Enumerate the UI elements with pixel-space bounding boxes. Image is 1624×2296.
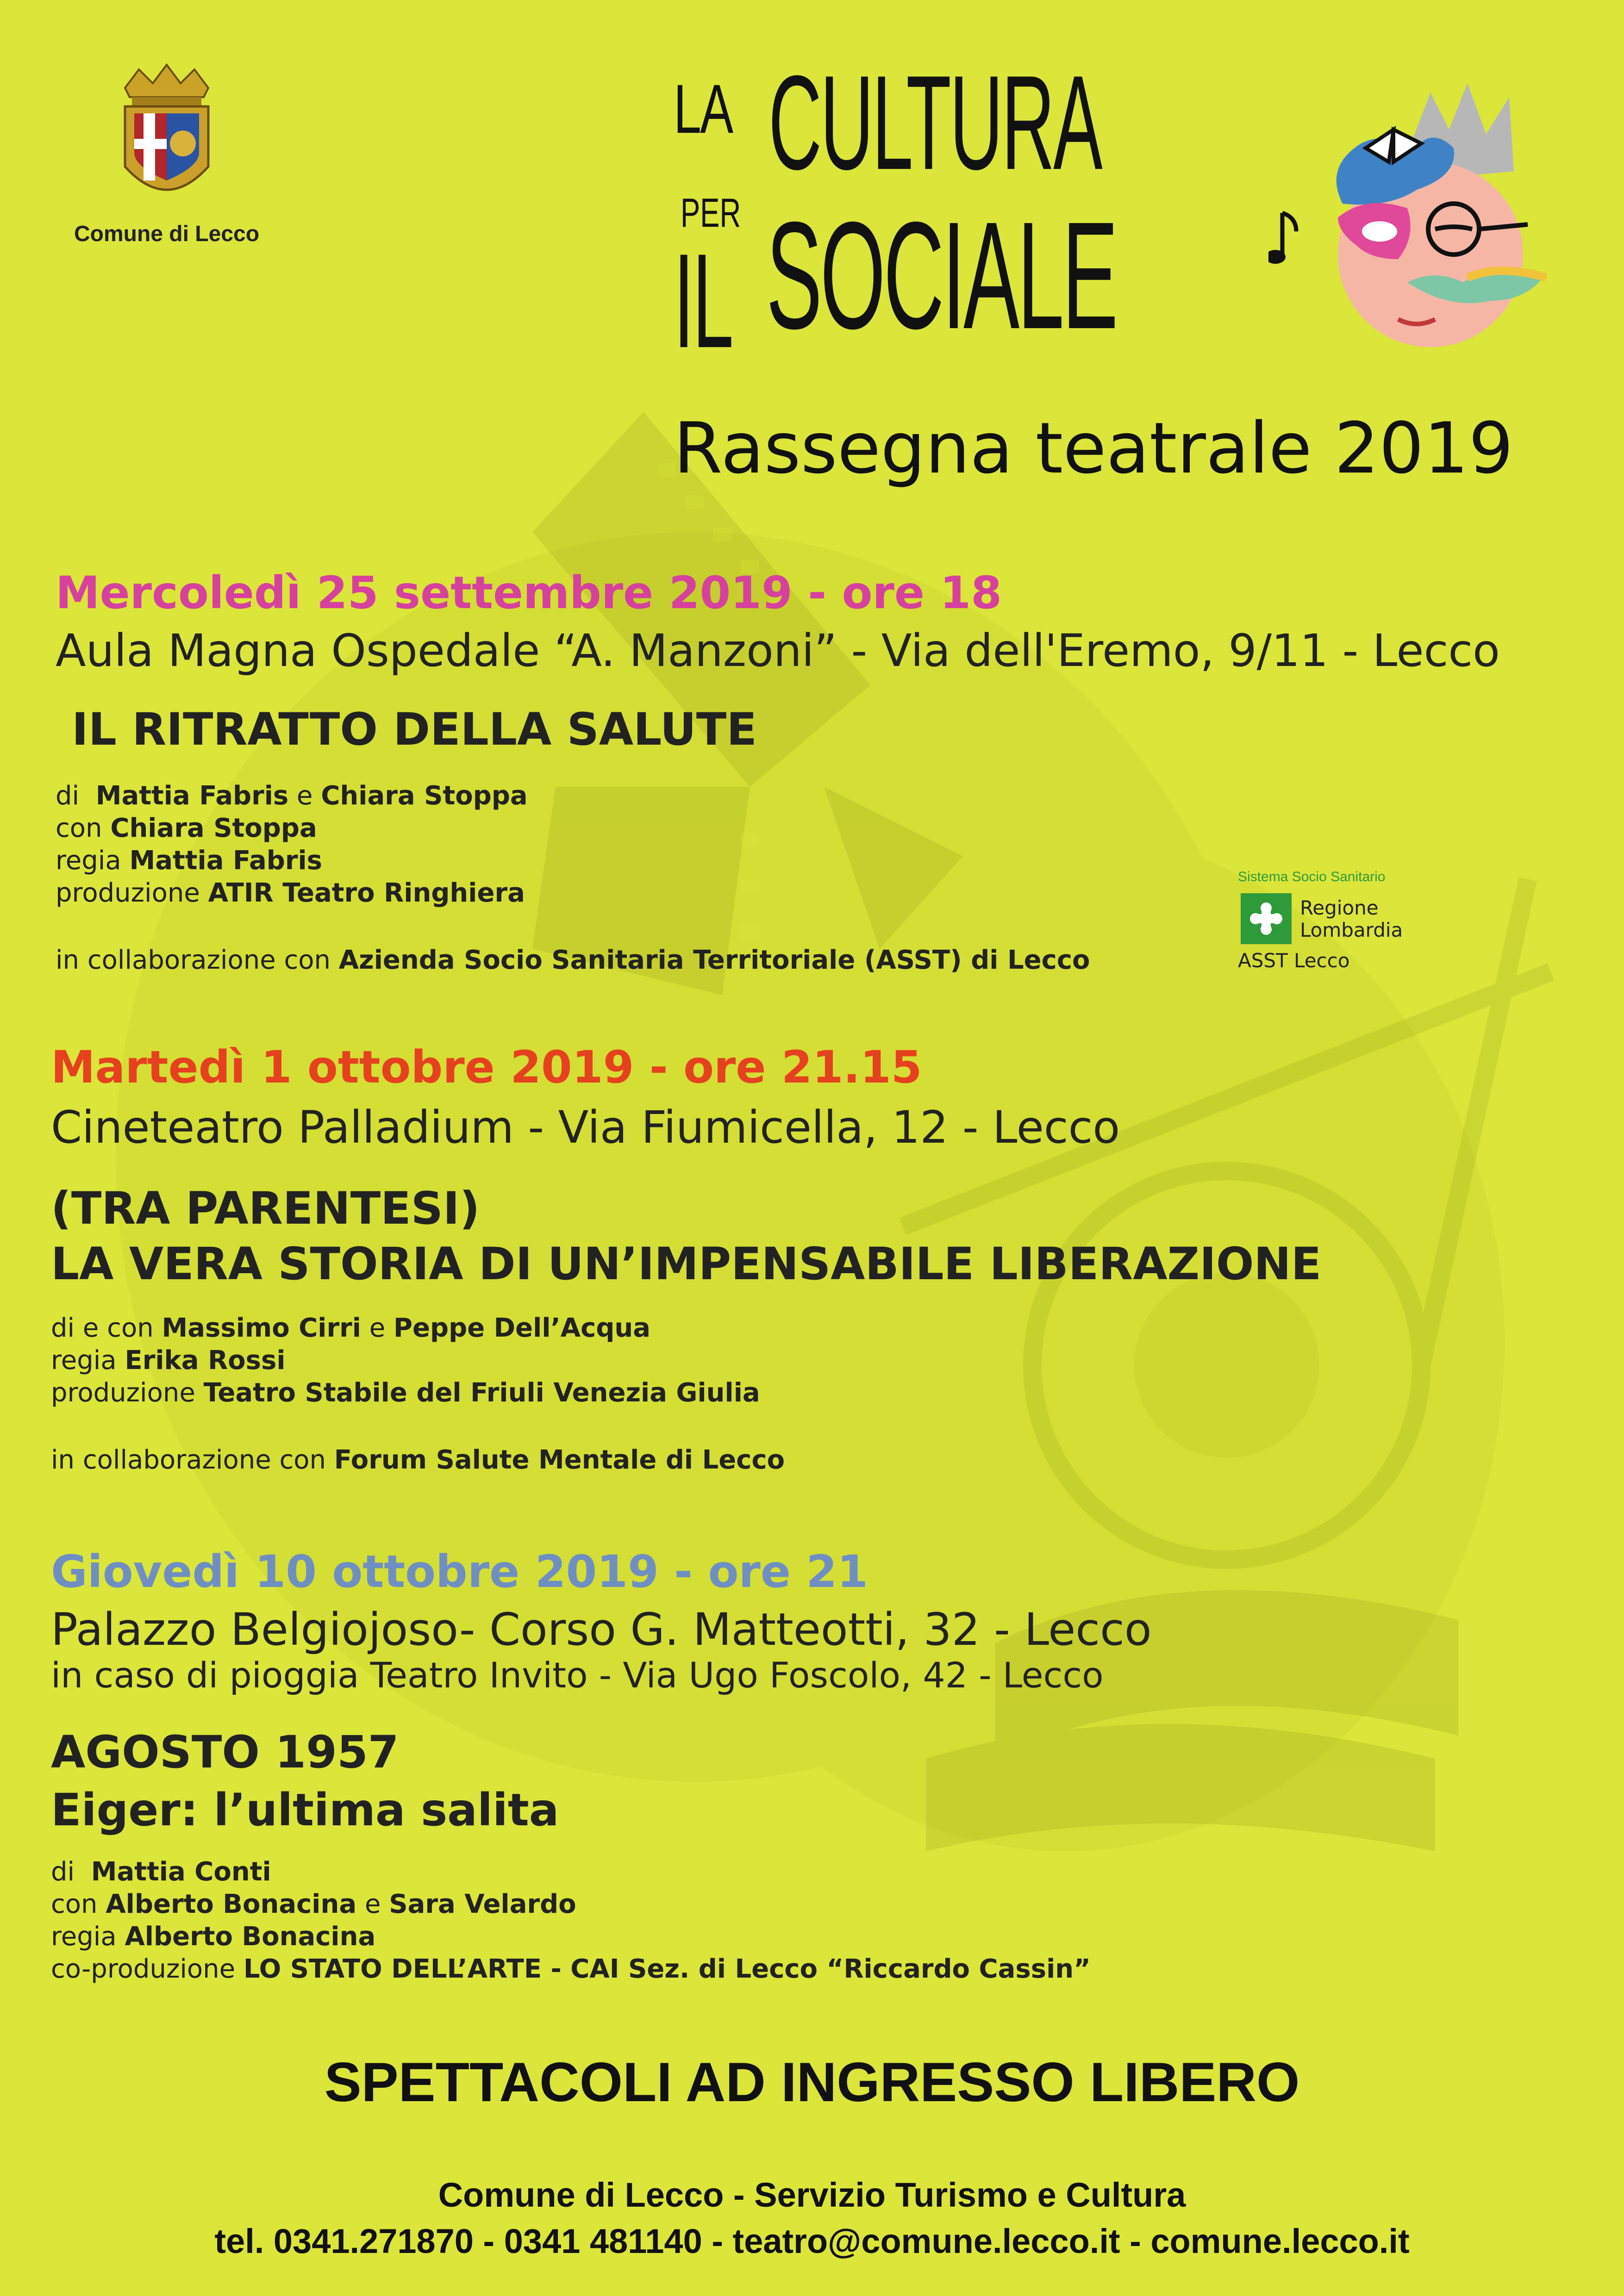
credit-name: Alberto Bonacina (125, 1922, 376, 1952)
credit-line (51, 1953, 1091, 1985)
credit-role: regia (51, 1345, 125, 1375)
event-2-collab (51, 1444, 785, 1476)
event-3-title-line-1: AGOSTO 1957 (51, 1726, 399, 1778)
credit-line (56, 877, 528, 909)
asst-lecco-logo-icon (1236, 865, 1458, 977)
credit-name: Forum Salute Mentale di Lecco (334, 1445, 785, 1475)
event-3-credits (51, 1856, 1091, 1985)
credit-name: Chiara Stoppa (110, 813, 317, 843)
svg-text:ASST Lecco: ASST Lecco (1238, 949, 1350, 972)
credit-role: di (56, 781, 96, 811)
credit-line (51, 1312, 760, 1344)
collaboration-line (51, 1444, 785, 1476)
credit-line (51, 1344, 760, 1377)
event-1-title: IL RITRATTO DELLA SALUTE (72, 703, 757, 755)
event-3-date: Giovedì 10 ottobre 2019 - ore 21 (51, 1546, 868, 1598)
municipality-label: Comune di Lecco (74, 222, 260, 246)
lecco-crest-icon (106, 60, 227, 213)
credit-role: con (56, 813, 111, 843)
credit-name: Mattia Fabris (95, 781, 289, 811)
credit-role: e (361, 1313, 394, 1343)
event-1-venue: Aula Magna Ospedale “A. Manzoni” - Via dell'Eremo, 9/11 - Lecco (56, 625, 1500, 677)
svg-text:Regione: Regione (1300, 896, 1379, 919)
credit-name: Alberto Bonacina (106, 1889, 357, 1919)
credit-line (51, 1856, 1091, 1888)
credit-role: in collaborazione con (56, 945, 339, 975)
event-3-venue: Palazzo Belgiojoso- Corso G. Matteotti, 32 - Lecco (51, 1604, 1152, 1655)
credit-role: e (288, 781, 321, 811)
mascot-face-icon (1268, 79, 1565, 366)
title-sociale: SOCIALE (766, 190, 1117, 361)
event-1-collab (56, 944, 1090, 977)
event-2-credits (51, 1312, 760, 1409)
credit-role: di (51, 1857, 91, 1887)
event-2-date: Martedì 1 ottobre 2019 - ore 21.15 (51, 1041, 922, 1093)
credit-line (51, 1377, 760, 1409)
credit-name: Erika Rossi (125, 1345, 286, 1375)
event-1-credits (56, 780, 528, 909)
credit-name: Peppe Dell’Acqua (394, 1313, 651, 1343)
title-cultura: CULTURA (768, 48, 1101, 198)
credit-line (51, 1921, 1091, 1953)
credit-line (56, 812, 528, 845)
credit-role: regia (51, 1922, 125, 1952)
event-2-venue: Cineteatro Palladium - Via Fiumicella, 12 - Lecco (51, 1101, 1120, 1153)
svg-text:Sistema Socio Sanitario: Sistema Socio Sanitario (1238, 869, 1386, 884)
credit-role: co-produzione (51, 1954, 244, 1984)
credit-role: in collaborazione con (51, 1445, 334, 1475)
credit-role: e (356, 1889, 389, 1919)
title-la: LA (674, 70, 732, 148)
credit-line (56, 845, 528, 877)
credit-name: Teatro Stabile del Friuli Venezia Giulia (203, 1378, 760, 1408)
event-2-title-line-2: LA VERA STORIA DI UN’IMPENSABILE LIBERAZIONE (51, 1238, 1322, 1290)
event-2-title-line-1: (TRA PARENTESI) (51, 1182, 480, 1234)
credit-name: Mattia Conti (91, 1857, 271, 1887)
credit-name: Sara Velardo (389, 1889, 576, 1919)
title-il: IL (674, 226, 732, 376)
collaboration-line (56, 944, 1090, 977)
credit-line (56, 780, 528, 812)
credit-name: Chiara Stoppa (321, 781, 528, 811)
poster-subtitle: Rassegna teatrale 2019 (674, 407, 1513, 489)
credit-name: Massimo Cirri (162, 1313, 361, 1343)
credit-role: regia (56, 846, 130, 876)
svg-text:Lombardia: Lombardia (1300, 919, 1403, 941)
footer-contacts: tel. 0341.271870 - 0341 481140 - teatro@comune.lecco.it - comune.lecco.it (214, 2222, 1410, 2260)
credit-name: LO STATO DELL’ARTE - CAI Sez. di Lecco “Riccardo Cassin” (243, 1954, 1091, 1984)
credit-role: produzione (56, 878, 208, 908)
credit-name: ATIR Teatro Ringhiera (208, 878, 525, 908)
credit-role: con (51, 1889, 106, 1919)
event-1-date: Mercoledì 25 settembre 2019 - ore 18 (56, 567, 1002, 619)
credit-name: Azienda Socio Sanitaria Territoriale (ASST) di Lecco (338, 945, 1090, 975)
credit-line (51, 1888, 1091, 1921)
event-3-title-line-2: Eiger: l’ultima salita (51, 1784, 559, 1836)
event-3-venue-note: in caso di pioggia Teatro Invito - Via Ugo Foscolo, 42 - Lecco (51, 1655, 1104, 1696)
footer-organizer: Comune di Lecco - Servizio Turismo e Cultura (438, 2176, 1186, 2214)
title-per: PER (681, 190, 741, 236)
credit-role: di e con (51, 1313, 162, 1343)
free-entry-headline: SPETTACOLI AD INGRESSO LIBERO (324, 2051, 1300, 2113)
credit-role: produzione (51, 1378, 204, 1408)
credit-name: Mattia Fabris (129, 846, 322, 876)
